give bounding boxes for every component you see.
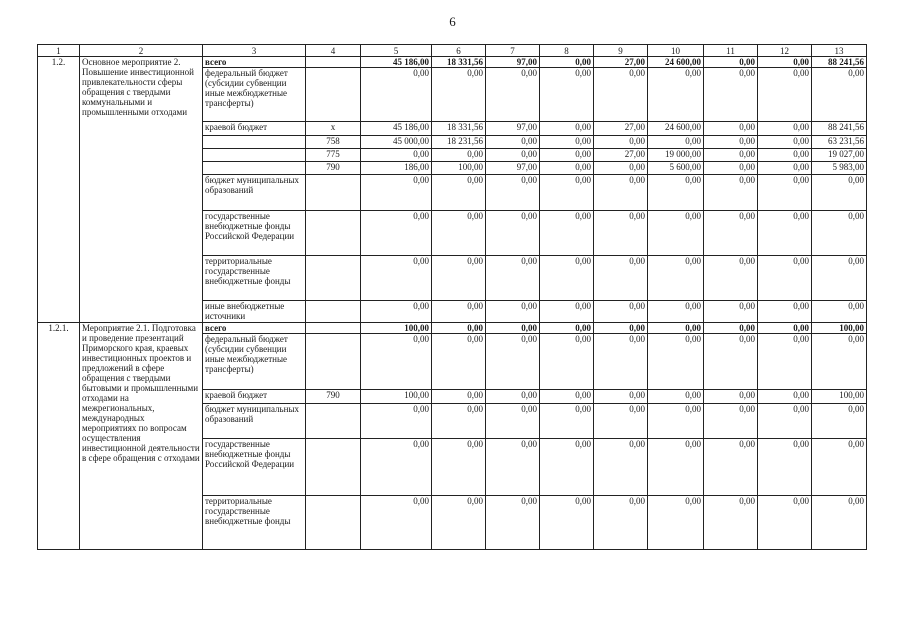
value-cell: 0,00 bbox=[361, 68, 432, 122]
funding-source: всего bbox=[203, 323, 306, 334]
column-number: 10 bbox=[648, 45, 704, 57]
value-cell: 0,00 bbox=[361, 149, 432, 162]
value-cell: 97,00 bbox=[486, 57, 540, 68]
value-cell: 0,00 bbox=[594, 390, 648, 404]
value-cell: 0,00 bbox=[594, 404, 648, 439]
value-cell: 0,00 bbox=[594, 175, 648, 211]
value-cell: 0,00 bbox=[432, 323, 486, 334]
value-cell: 0,00 bbox=[432, 175, 486, 211]
value-cell: 0,00 bbox=[486, 439, 540, 496]
value-cell: 0,00 bbox=[432, 404, 486, 439]
value-cell: 0,00 bbox=[758, 57, 812, 68]
value-cell: 0,00 bbox=[361, 175, 432, 211]
value-cell: 0,00 bbox=[594, 256, 648, 301]
value-cell: 0,00 bbox=[540, 68, 594, 122]
header-row bbox=[38, 45, 867, 57]
value-cell: 0,00 bbox=[594, 439, 648, 496]
total-cell: 0,00 bbox=[812, 404, 867, 439]
value-cell: 0,00 bbox=[704, 404, 758, 439]
value-cell: 0,00 bbox=[704, 301, 758, 323]
value-cell: 0,00 bbox=[432, 149, 486, 162]
value-cell: 0,00 bbox=[594, 334, 648, 390]
budget-code bbox=[306, 439, 361, 496]
funding-source: территориальные государственные внебюджетные фонды bbox=[203, 496, 306, 550]
budget-code bbox=[306, 496, 361, 550]
column-number: 3 bbox=[203, 45, 306, 57]
value-cell: 0,00 bbox=[704, 175, 758, 211]
value-cell: 186,00 bbox=[361, 162, 432, 175]
value-cell: 0,00 bbox=[648, 323, 704, 334]
value-cell: 0,00 bbox=[540, 256, 594, 301]
total-cell: 0,00 bbox=[812, 439, 867, 496]
total-cell: 5 983,00 bbox=[812, 162, 867, 175]
value-cell: 0,00 bbox=[704, 323, 758, 334]
value-cell: 18 331,56 bbox=[432, 122, 486, 136]
total-cell: 63 231,56 bbox=[812, 136, 867, 149]
value-cell: 0,00 bbox=[594, 323, 648, 334]
value-cell: 0,00 bbox=[432, 211, 486, 256]
value-cell: 0,00 bbox=[758, 136, 812, 149]
value-cell: 0,00 bbox=[704, 149, 758, 162]
item-number: 1.2.1. bbox=[38, 323, 80, 550]
value-cell: 0,00 bbox=[704, 68, 758, 122]
value-cell: 0,00 bbox=[648, 496, 704, 550]
value-cell: 0,00 bbox=[758, 68, 812, 122]
value-cell: 0,00 bbox=[758, 149, 812, 162]
value-cell: 0,00 bbox=[540, 439, 594, 496]
total-cell: 0,00 bbox=[812, 211, 867, 256]
total-cell: 19 027,00 bbox=[812, 149, 867, 162]
value-cell: 0,00 bbox=[486, 211, 540, 256]
value-cell: 0,00 bbox=[361, 211, 432, 256]
item-name: Мероприятие 2.1. Подготовка и проведение презентаций Приморского края, краевых инвестиционных проектов и предложений в сфере обращения с твердыми бытовыми и промышленными отходами на межрегиональных, международных мероприятиях по вопросам осуществления инвестиционной деятельности в сфере обращения с отходами bbox=[80, 323, 203, 550]
funding-source: всего bbox=[203, 57, 306, 68]
column-number: 13 bbox=[812, 45, 867, 57]
value-cell: 0,00 bbox=[361, 439, 432, 496]
value-cell: 0,00 bbox=[758, 162, 812, 175]
total-cell: 88 241,56 bbox=[812, 122, 867, 136]
value-cell: 0,00 bbox=[361, 256, 432, 301]
value-cell: 97,00 bbox=[486, 122, 540, 136]
funding-source: краевой бюджет bbox=[203, 122, 306, 136]
value-cell: 0,00 bbox=[486, 334, 540, 390]
budget-code bbox=[306, 334, 361, 390]
total-cell: 100,00 bbox=[812, 323, 867, 334]
funding-source: федеральный бюджет (субсидии субвенции иные межбюджетные трансферты) bbox=[203, 68, 306, 122]
value-cell: 0,00 bbox=[704, 496, 758, 550]
value-cell: 0,00 bbox=[594, 496, 648, 550]
value-cell: 0,00 bbox=[758, 122, 812, 136]
table-row bbox=[38, 323, 867, 334]
funding-source: бюджет муниципальных образований bbox=[203, 404, 306, 439]
value-cell: 0,00 bbox=[432, 68, 486, 122]
budget-code bbox=[306, 68, 361, 122]
value-cell: 5 600,00 bbox=[648, 162, 704, 175]
budget-code bbox=[306, 211, 361, 256]
value-cell: 0,00 bbox=[704, 162, 758, 175]
value-cell: 0,00 bbox=[540, 162, 594, 175]
value-cell: 0,00 bbox=[758, 323, 812, 334]
value-cell: 0,00 bbox=[540, 211, 594, 256]
budget-code bbox=[306, 404, 361, 439]
value-cell: 0,00 bbox=[594, 68, 648, 122]
value-cell: 27,00 bbox=[594, 122, 648, 136]
funding-source: федеральный бюджет (субсидии субвенции иные межбюджетные трансферты) bbox=[203, 334, 306, 390]
value-cell: 0,00 bbox=[704, 122, 758, 136]
total-cell: 0,00 bbox=[812, 301, 867, 323]
funding-source bbox=[203, 149, 306, 162]
value-cell: 27,00 bbox=[594, 149, 648, 162]
value-cell: 0,00 bbox=[486, 68, 540, 122]
value-cell: 0,00 bbox=[540, 334, 594, 390]
value-cell: 100,00 bbox=[361, 390, 432, 404]
total-cell: 0,00 bbox=[812, 334, 867, 390]
value-cell: 0,00 bbox=[361, 496, 432, 550]
value-cell: 100,00 bbox=[361, 323, 432, 334]
value-cell: 0,00 bbox=[486, 136, 540, 149]
value-cell: 0,00 bbox=[758, 496, 812, 550]
value-cell: 0,00 bbox=[540, 175, 594, 211]
budget-code: 775 bbox=[306, 149, 361, 162]
funding-source: государственные внебюджетные фонды Российской Федерации bbox=[203, 439, 306, 496]
value-cell: 0,00 bbox=[648, 334, 704, 390]
value-cell: 0,00 bbox=[758, 301, 812, 323]
value-cell: 0,00 bbox=[648, 68, 704, 122]
funding-source bbox=[203, 136, 306, 149]
value-cell: 0,00 bbox=[704, 211, 758, 256]
value-cell: 0,00 bbox=[540, 404, 594, 439]
value-cell: 0,00 bbox=[594, 162, 648, 175]
value-cell: 0,00 bbox=[648, 256, 704, 301]
total-cell: 100,00 bbox=[812, 390, 867, 404]
total-cell: 0,00 bbox=[812, 256, 867, 301]
value-cell: 0,00 bbox=[594, 136, 648, 149]
value-cell: 0,00 bbox=[704, 136, 758, 149]
value-cell: 0,00 bbox=[648, 439, 704, 496]
value-cell: 0,00 bbox=[361, 404, 432, 439]
value-cell: 0,00 bbox=[648, 211, 704, 256]
budget-code: 790 bbox=[306, 390, 361, 404]
budget-code: 790 bbox=[306, 162, 361, 175]
value-cell: 0,00 bbox=[540, 57, 594, 68]
value-cell: 0,00 bbox=[704, 390, 758, 404]
budget-code bbox=[306, 57, 361, 68]
value-cell: 0,00 bbox=[594, 211, 648, 256]
budget-table bbox=[37, 44, 867, 550]
value-cell: 0,00 bbox=[540, 323, 594, 334]
value-cell: 0,00 bbox=[758, 390, 812, 404]
value-cell: 0,00 bbox=[486, 149, 540, 162]
table-row bbox=[38, 57, 867, 68]
value-cell: 0,00 bbox=[648, 390, 704, 404]
value-cell: 19 000,00 bbox=[648, 149, 704, 162]
value-cell: 0,00 bbox=[432, 256, 486, 301]
column-number: 5 bbox=[361, 45, 432, 57]
value-cell: 0,00 bbox=[540, 390, 594, 404]
budget-code bbox=[306, 323, 361, 334]
value-cell: 0,00 bbox=[648, 136, 704, 149]
column-number: 6 bbox=[432, 45, 486, 57]
value-cell: 0,00 bbox=[486, 301, 540, 323]
value-cell: 0,00 bbox=[486, 390, 540, 404]
value-cell: 0,00 bbox=[758, 256, 812, 301]
value-cell: 0,00 bbox=[432, 496, 486, 550]
value-cell: 0,00 bbox=[758, 439, 812, 496]
funding-source: бюджет муниципальных образований bbox=[203, 175, 306, 211]
value-cell: 0,00 bbox=[432, 334, 486, 390]
value-cell: 0,00 bbox=[486, 256, 540, 301]
value-cell: 0,00 bbox=[704, 256, 758, 301]
item-number: 1.2. bbox=[38, 57, 80, 323]
funding-source: иные внебюджетные источники bbox=[203, 301, 306, 323]
funding-source: краевой бюджет bbox=[203, 390, 306, 404]
value-cell: 45 000,00 bbox=[361, 136, 432, 149]
value-cell: 18 331,56 bbox=[432, 57, 486, 68]
value-cell: 0,00 bbox=[540, 136, 594, 149]
value-cell: 27,00 bbox=[594, 57, 648, 68]
value-cell: 0,00 bbox=[594, 301, 648, 323]
budget-code: x bbox=[306, 122, 361, 136]
value-cell: 45 186,00 bbox=[361, 57, 432, 68]
value-cell: 0,00 bbox=[486, 323, 540, 334]
value-cell: 0,00 bbox=[486, 496, 540, 550]
value-cell: 0,00 bbox=[648, 404, 704, 439]
value-cell: 0,00 bbox=[758, 404, 812, 439]
value-cell: 0,00 bbox=[486, 404, 540, 439]
funding-source bbox=[203, 162, 306, 175]
value-cell: 0,00 bbox=[540, 301, 594, 323]
value-cell: 45 186,00 bbox=[361, 122, 432, 136]
item-name: Основное мероприятие 2. Повышение инвестиционной привлекательности сферы обращения с твердыми коммунальными и промышленными отходами bbox=[80, 57, 203, 323]
column-number: 11 bbox=[704, 45, 758, 57]
value-cell: 0,00 bbox=[486, 175, 540, 211]
column-number: 1 bbox=[38, 45, 80, 57]
value-cell: 24 600,00 bbox=[648, 57, 704, 68]
column-number: 4 bbox=[306, 45, 361, 57]
value-cell: 0,00 bbox=[540, 149, 594, 162]
value-cell: 24 600,00 bbox=[648, 122, 704, 136]
value-cell: 0,00 bbox=[432, 390, 486, 404]
value-cell: 0,00 bbox=[648, 301, 704, 323]
value-cell: 0,00 bbox=[758, 334, 812, 390]
page-number: 6 bbox=[449, 14, 456, 29]
total-cell: 0,00 bbox=[812, 68, 867, 122]
value-cell: 0,00 bbox=[704, 439, 758, 496]
total-cell: 0,00 bbox=[812, 175, 867, 211]
value-cell: 97,00 bbox=[486, 162, 540, 175]
total-cell: 88 241,56 bbox=[812, 57, 867, 68]
budget-code: 758 bbox=[306, 136, 361, 149]
value-cell: 0,00 bbox=[432, 439, 486, 496]
column-number: 9 bbox=[594, 45, 648, 57]
budget-code bbox=[306, 256, 361, 301]
funding-source: территориальные государственные внебюджетные фонды bbox=[203, 256, 306, 301]
value-cell: 100,00 bbox=[432, 162, 486, 175]
value-cell: 0,00 bbox=[758, 175, 812, 211]
value-cell: 0,00 bbox=[432, 301, 486, 323]
value-cell: 0,00 bbox=[704, 57, 758, 68]
column-number: 8 bbox=[540, 45, 594, 57]
column-number: 12 bbox=[758, 45, 812, 57]
value-cell: 0,00 bbox=[361, 334, 432, 390]
value-cell: 0,00 bbox=[361, 301, 432, 323]
value-cell: 0,00 bbox=[704, 334, 758, 390]
column-number: 7 bbox=[486, 45, 540, 57]
funding-source: государственные внебюджетные фонды Российской Федерации bbox=[203, 211, 306, 256]
total-cell: 0,00 bbox=[812, 496, 867, 550]
budget-code bbox=[306, 175, 361, 211]
value-cell: 18 231,56 bbox=[432, 136, 486, 149]
value-cell: 0,00 bbox=[540, 496, 594, 550]
value-cell: 0,00 bbox=[648, 175, 704, 211]
value-cell: 0,00 bbox=[540, 122, 594, 136]
column-number: 2 bbox=[80, 45, 203, 57]
budget-code bbox=[306, 301, 361, 323]
value-cell: 0,00 bbox=[758, 211, 812, 256]
